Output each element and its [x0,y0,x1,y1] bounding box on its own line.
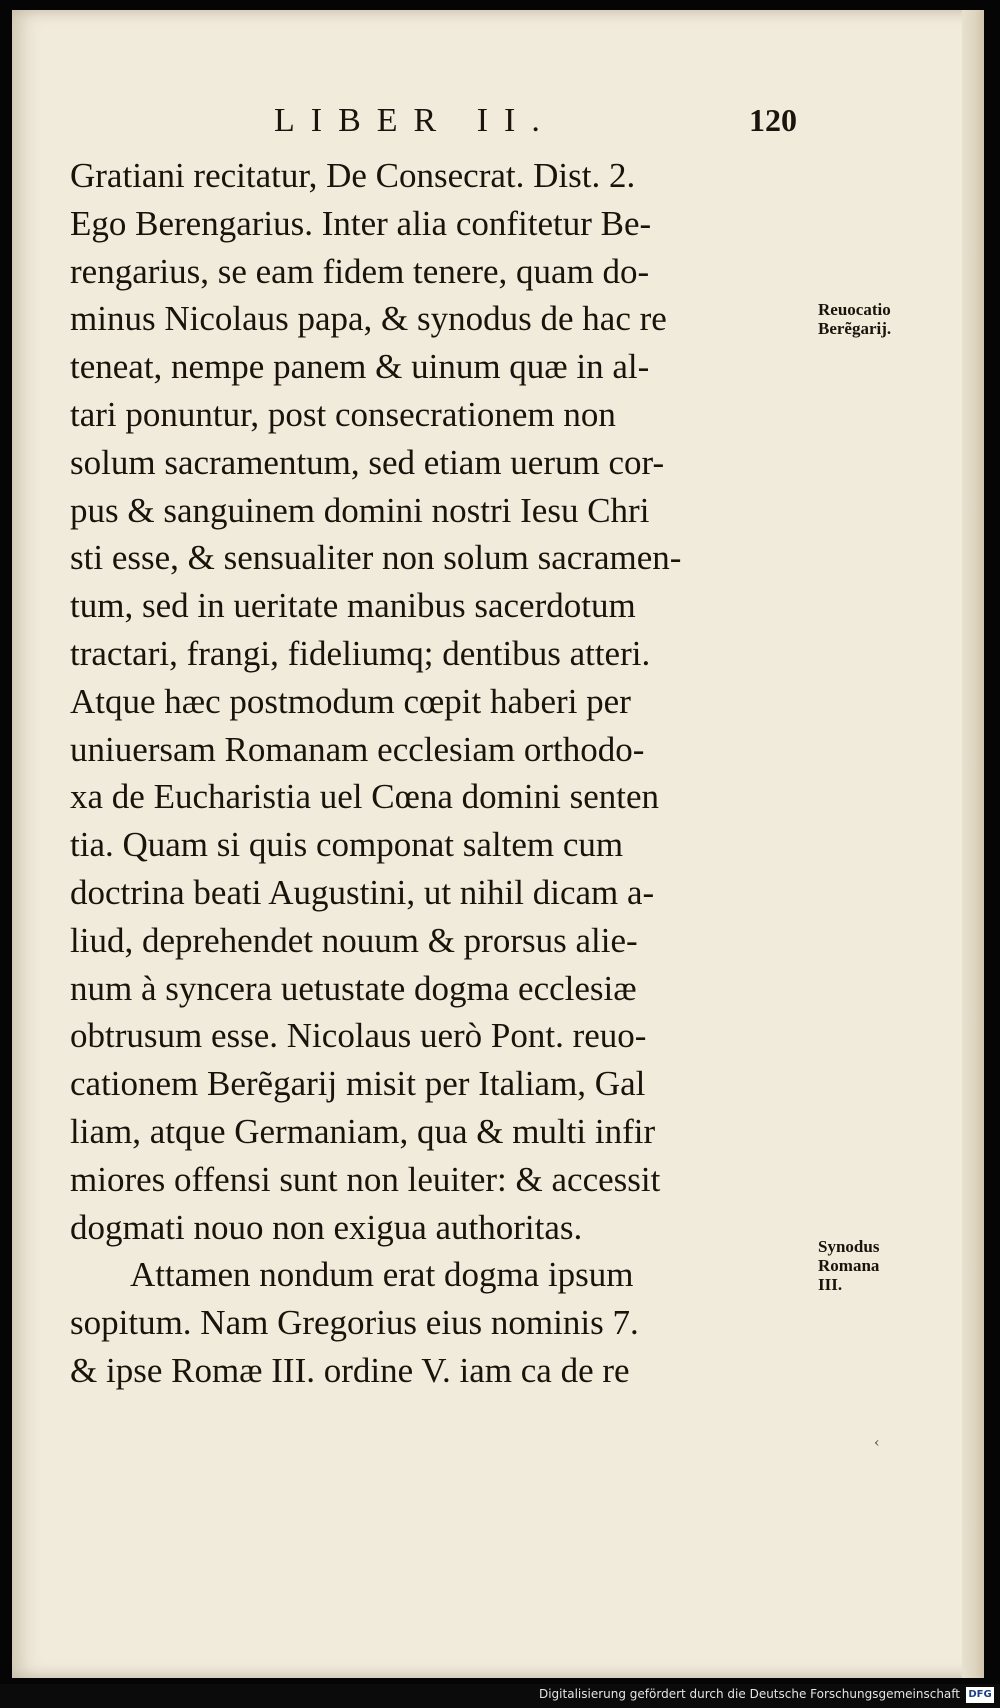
text-line: doctrina beati Augustini, ut nihil dicam a- [70,872,655,912]
text-line: liam, atque Germaniam, qua & multi infir [70,1111,656,1151]
text-line: dogmati nouo non exigua authoritas. [70,1207,583,1247]
text-line: liud, deprehendet nouum & prorsus alie- [70,920,638,960]
text-line: tia. Quam si quis componat saltem cum [70,825,624,865]
text-line: & ipse Romæ III. ordine V. iam ca de re [70,1350,630,1390]
dfg-logo: DFG [966,1687,994,1703]
text-line: tum, sed in ueritate manibus sacerdotum [70,586,636,626]
text-line: solum sacramentum, sed etiam uerum cor- [70,442,665,482]
text-line: sopitum. Nam Gregorius eius nominis 7. [70,1303,639,1343]
main-text-block [70,152,832,1395]
margin-note-revocatio [818,300,948,338]
text-line: rengarius, se eam fidem tenere, quam do- [70,251,650,291]
text-line: tractari, frangi, fideliumq; dentibus atteri. [70,633,651,673]
text-line: minus Nicolaus papa, & synodus de hac re [70,299,667,339]
digitization-credit: Digitalisierung gefördert durch die Deutsche Forschungsgemeinschaft [538,1687,960,1701]
folio-number: 120 [749,102,797,138]
text-line: xa de Eucharistia uel Cœna domini senten [70,777,660,817]
paper-speck: ‹ [874,1435,880,1451]
footer-bar [0,1684,1000,1708]
margin-note-line: Berẽgarij. [818,319,892,338]
running-head [12,102,984,142]
text-line: pus & sanguinem domini nostri Iesu Chri [70,490,650,530]
text-line: Ego Berengarius. Inter alia confitetur Be- [70,203,652,243]
margin-note-line: Synodus [818,1237,880,1256]
text-line: miores offensi sunt non leuiter: & accessit [70,1159,661,1199]
text-line: num à syncera uetustate dogma ecclesiæ [70,968,637,1008]
text-line: Attamen nondum erat dogma ipsum [130,1255,634,1295]
page-edge [962,10,984,1678]
margin-note-synodus [818,1237,948,1294]
text-line: sti esse, & sensualiter non solum sacramen- [70,538,682,578]
running-title: LIBER II. [274,102,556,139]
margin-note-line: Romana [818,1256,880,1275]
text-line: cationem Berẽgarij misit per Italiam, Gal [70,1064,646,1104]
text-line: Gratiani recitatur, De Consecrat. Dist. 2. [70,156,636,195]
text-line: teneat, nempe panem & uinum quæ in al- [70,347,650,387]
text-line: obtrusum esse. Nicolaus uerò Pont. reuo- [70,1016,647,1056]
text-line: tari ponuntur, post consecrationem non [70,394,616,434]
margin-note-line: Reuocatio [818,300,891,319]
margin-note-line: III. [818,1275,843,1294]
text-line: uniuersam Romanam ecclesiam orthodo- [70,729,645,769]
book-page [12,10,984,1678]
text-line: Atque hæc postmodum cœpit haberi per [70,681,631,721]
